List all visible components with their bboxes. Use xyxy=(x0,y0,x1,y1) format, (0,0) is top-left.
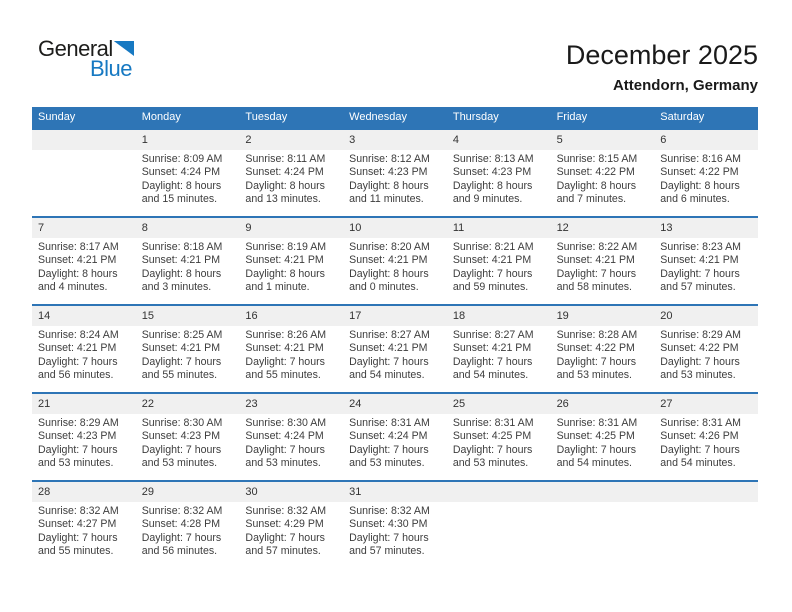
daylight-text-line1: Daylight: 7 hours xyxy=(141,531,222,544)
daylight-text-line1: Daylight: 8 hours xyxy=(141,179,222,192)
day-details xyxy=(343,238,447,295)
sunrise-text: Sunrise: 8:24 AM xyxy=(38,329,119,341)
day-number: 11 xyxy=(452,222,465,234)
daylight-text-line2: and 56 minutes. xyxy=(141,545,218,558)
sunrise-text: Sunrise: 8:30 AM xyxy=(141,417,223,429)
day-cell xyxy=(136,130,240,216)
daylight-text-line2: and 54 minutes. xyxy=(452,369,529,382)
daylight-text-line1: Daylight: 7 hours xyxy=(556,355,637,368)
day-cell xyxy=(654,130,758,216)
day-details xyxy=(447,238,551,295)
day-details xyxy=(239,150,343,207)
day-number: 14 xyxy=(38,310,51,322)
sunset-text: Sunset: 4:23 PM xyxy=(141,430,221,443)
day-cell xyxy=(447,130,551,216)
sunrise-text: Sunrise: 8:09 AM xyxy=(141,153,223,165)
daylight-text-line2: and 0 minutes. xyxy=(349,281,419,294)
daylight-text-line2: and 7 minutes. xyxy=(556,193,627,206)
week-row xyxy=(32,480,758,568)
sunrise-text: Sunrise: 8:26 AM xyxy=(245,329,327,341)
daylight-text-line2: and 53 minutes. xyxy=(556,369,632,382)
sunrise-text: Sunrise: 8:31 AM xyxy=(556,417,638,429)
sunset-text: Sunset: 4:22 PM xyxy=(660,166,739,179)
sunset-text: Sunset: 4:26 PM xyxy=(660,430,739,443)
daylight-text-line1: Daylight: 8 hours xyxy=(38,267,118,280)
daylight-text-line2: and 57 minutes. xyxy=(349,545,425,558)
title-block xyxy=(566,40,758,94)
daylight-text-line2: and 53 minutes. xyxy=(349,457,425,470)
day-cell xyxy=(136,218,240,304)
sunset-text: Sunset: 4:22 PM xyxy=(556,342,635,355)
weekday-header-row xyxy=(32,107,758,128)
daylight-text-line2: and 13 minutes. xyxy=(245,193,321,206)
logo-text-general: General xyxy=(38,36,113,61)
daylight-text-line1: Daylight: 7 hours xyxy=(141,355,222,368)
day-number: 24 xyxy=(349,398,362,410)
day-details xyxy=(32,414,136,471)
daylight-text-line2: and 53 minutes. xyxy=(141,457,218,470)
day-details xyxy=(447,150,551,207)
daylight-text-line2: and 54 minutes. xyxy=(556,457,632,470)
daylight-text-line2: and 6 minutes. xyxy=(660,193,730,206)
daylight-text-line1: Daylight: 7 hours xyxy=(660,267,740,280)
day-details xyxy=(447,414,551,471)
sunrise-text: Sunrise: 8:32 AM xyxy=(38,505,119,517)
sunset-text: Sunset: 4:21 PM xyxy=(245,254,324,267)
day-cell xyxy=(239,130,343,216)
sunset-text: Sunset: 4:21 PM xyxy=(556,254,635,267)
week-row xyxy=(32,128,758,216)
sunrise-text: Sunrise: 8:13 AM xyxy=(452,153,534,165)
day-cell xyxy=(32,306,136,392)
day-number: 21 xyxy=(38,398,51,410)
daylight-text-line1: Daylight: 8 hours xyxy=(245,179,325,192)
day-number: 26 xyxy=(556,398,569,410)
sunset-text: Sunset: 4:22 PM xyxy=(660,342,739,355)
day-details xyxy=(551,150,655,207)
day-details xyxy=(136,326,240,383)
sunrise-text: Sunrise: 8:11 AM xyxy=(245,153,326,165)
day-cell xyxy=(447,394,551,480)
sunset-text: Sunset: 4:24 PM xyxy=(141,166,221,179)
daylight-text-line1: Daylight: 8 hours xyxy=(245,267,325,280)
day-number xyxy=(32,130,136,150)
day-details xyxy=(239,238,343,295)
sunrise-text: Sunrise: 8:17 AM xyxy=(38,241,119,253)
weekday-header-cell: Wednesday xyxy=(349,111,408,123)
day-cell xyxy=(654,306,758,392)
day-cell xyxy=(447,218,551,304)
day-cell xyxy=(32,130,136,216)
sunset-text: Sunset: 4:25 PM xyxy=(452,430,532,443)
weekday-header-cell: Thursday xyxy=(452,111,499,123)
day-cell xyxy=(654,482,758,568)
daylight-text-line2: and 57 minutes. xyxy=(660,281,736,294)
daylight-text-line1: Daylight: 8 hours xyxy=(349,179,429,192)
day-number: 27 xyxy=(660,398,673,410)
day-number: 25 xyxy=(452,398,466,410)
sunrise-text: Sunrise: 8:30 AM xyxy=(245,417,327,429)
daylight-text-line2: and 54 minutes. xyxy=(349,369,425,382)
sunrise-text: Sunrise: 8:27 AM xyxy=(349,329,430,341)
daylight-text-line2: and 58 minutes. xyxy=(556,281,632,294)
day-details xyxy=(551,502,655,505)
day-cell xyxy=(343,306,447,392)
sunset-text: Sunset: 4:21 PM xyxy=(141,342,221,355)
daylight-text-line2: and 4 minutes. xyxy=(38,281,108,294)
daylight-text-line2: and 59 minutes. xyxy=(452,281,529,294)
day-details xyxy=(343,150,447,207)
week-row xyxy=(32,216,758,304)
day-details xyxy=(447,326,551,383)
daylight-text-line2: and 54 minutes. xyxy=(660,457,736,470)
sunset-text: Sunset: 4:24 PM xyxy=(245,166,324,179)
daylight-text-line2: and 9 minutes. xyxy=(452,193,523,206)
day-details xyxy=(654,238,758,295)
day-details xyxy=(136,150,240,207)
day-details xyxy=(32,150,136,153)
day-details xyxy=(32,502,136,559)
day-cell xyxy=(551,218,655,304)
day-details xyxy=(32,238,136,295)
day-cell xyxy=(239,218,343,304)
daylight-text-line1: Daylight: 7 hours xyxy=(660,443,740,456)
sunset-text: Sunset: 4:21 PM xyxy=(141,254,221,267)
weekday-header-cell: Saturday xyxy=(660,111,705,123)
daylight-text-line1: Daylight: 7 hours xyxy=(660,355,740,368)
sunset-text: Sunset: 4:23 PM xyxy=(38,430,117,443)
daylight-text-line2: and 15 minutes. xyxy=(141,193,218,206)
day-cell xyxy=(343,482,447,568)
daylight-text-line1: Daylight: 8 hours xyxy=(349,267,429,280)
sunset-text: Sunset: 4:21 PM xyxy=(452,254,532,267)
sunrise-text: Sunrise: 8:32 AM xyxy=(141,505,223,517)
week-row xyxy=(32,392,758,480)
weekday-header-cell: Sunday xyxy=(38,111,76,123)
sunset-text: Sunset: 4:24 PM xyxy=(349,430,428,443)
sunset-text: Sunset: 4:21 PM xyxy=(245,342,324,355)
sunrise-text: Sunrise: 8:29 AM xyxy=(660,329,741,341)
daylight-text-line2: and 55 minutes. xyxy=(38,545,114,558)
logo-text-blue: Blue xyxy=(89,56,132,81)
daylight-text-line1: Daylight: 7 hours xyxy=(245,531,325,544)
daylight-text-line1: Daylight: 8 hours xyxy=(660,179,740,192)
day-cell xyxy=(32,394,136,480)
daylight-text-line2: and 53 minutes. xyxy=(245,457,321,470)
daylight-text-line1: Daylight: 7 hours xyxy=(349,443,429,456)
day-number xyxy=(654,482,758,502)
day-details xyxy=(654,502,758,505)
day-number: 29 xyxy=(141,486,154,498)
day-cell xyxy=(239,482,343,568)
daylight-text-line1: Daylight: 7 hours xyxy=(452,355,533,368)
sunset-text: Sunset: 4:23 PM xyxy=(452,166,532,179)
sunset-text: Sunset: 4:24 PM xyxy=(245,430,324,443)
day-number: 17 xyxy=(349,310,362,322)
day-details xyxy=(551,238,655,295)
sunrise-text: Sunrise: 8:32 AM xyxy=(245,505,327,517)
sunrise-text: Sunrise: 8:23 AM xyxy=(660,241,741,253)
day-number: 30 xyxy=(245,486,258,498)
day-number: 28 xyxy=(38,486,51,498)
day-details xyxy=(32,326,136,383)
daylight-text-line1: Daylight: 7 hours xyxy=(245,443,325,456)
daylight-text-line2: and 3 minutes. xyxy=(141,281,212,294)
daylight-text-line1: Daylight: 7 hours xyxy=(38,531,118,544)
day-number: 4 xyxy=(452,134,459,146)
daylight-text-line1: Daylight: 7 hours xyxy=(349,355,429,368)
weekday-header-cell: Monday xyxy=(141,111,181,123)
sunset-text: Sunset: 4:28 PM xyxy=(141,518,221,531)
daylight-text-line2: and 11 minutes. xyxy=(349,193,424,206)
day-cell xyxy=(447,306,551,392)
sunrise-text: Sunrise: 8:20 AM xyxy=(349,241,430,253)
day-details xyxy=(343,502,447,559)
day-cell xyxy=(32,218,136,304)
day-cell xyxy=(447,482,551,568)
day-details xyxy=(239,502,343,559)
day-number: 10 xyxy=(349,222,362,234)
daylight-text-line1: Daylight: 7 hours xyxy=(245,355,325,368)
sunrise-text: Sunrise: 8:21 AM xyxy=(452,241,534,253)
daylight-text-line1: Daylight: 7 hours xyxy=(452,443,533,456)
day-cell xyxy=(239,306,343,392)
sunrise-text: Sunrise: 8:19 AM xyxy=(245,241,327,253)
sunrise-text: Sunrise: 8:31 AM xyxy=(660,417,741,429)
day-number: 23 xyxy=(245,398,258,410)
day-cell xyxy=(136,394,240,480)
sunrise-text: Sunrise: 8:16 AM xyxy=(660,153,741,165)
day-cell xyxy=(551,306,655,392)
sunset-text: Sunset: 4:21 PM xyxy=(660,254,739,267)
sunset-text: Sunset: 4:22 PM xyxy=(556,166,635,179)
sunset-text: Sunset: 4:21 PM xyxy=(38,342,117,355)
day-details xyxy=(654,326,758,383)
day-cell xyxy=(32,482,136,568)
month-title: December 2025 xyxy=(565,40,758,70)
day-number: 19 xyxy=(556,310,569,322)
day-details xyxy=(136,414,240,471)
day-number: 12 xyxy=(556,222,569,234)
day-details xyxy=(239,414,343,471)
day-cell xyxy=(136,306,240,392)
day-number: 7 xyxy=(38,222,45,234)
daylight-text-line1: Daylight: 7 hours xyxy=(556,443,637,456)
daylight-text-line2: and 57 minutes. xyxy=(245,545,321,558)
day-number xyxy=(447,482,551,502)
sunrise-text: Sunrise: 8:29 AM xyxy=(38,417,119,429)
day-number: 16 xyxy=(245,310,258,322)
daylight-text-line2: and 56 minutes. xyxy=(38,369,114,382)
sunrise-text: Sunrise: 8:31 AM xyxy=(452,417,534,429)
daylight-text-line2: and 55 minutes. xyxy=(141,369,218,382)
day-number: 8 xyxy=(141,222,148,234)
day-details xyxy=(136,502,240,559)
day-details xyxy=(343,414,447,471)
sunrise-text: Sunrise: 8:28 AM xyxy=(556,329,638,341)
day-cell xyxy=(343,130,447,216)
sunset-text: Sunset: 4:25 PM xyxy=(556,430,635,443)
sunset-text: Sunset: 4:21 PM xyxy=(452,342,532,355)
daylight-text-line2: and 53 minutes. xyxy=(452,457,529,470)
day-cell xyxy=(654,394,758,480)
sunset-text: Sunset: 4:27 PM xyxy=(38,518,117,531)
day-cell xyxy=(136,482,240,568)
daylight-text-line1: Daylight: 8 hours xyxy=(556,179,637,192)
weekday-header-cell: Tuesday xyxy=(245,111,288,123)
sunrise-text: Sunrise: 8:31 AM xyxy=(349,417,430,429)
general-blue-logo xyxy=(38,38,134,80)
day-number: 9 xyxy=(245,222,252,234)
day-cell xyxy=(551,394,655,480)
page-header xyxy=(32,38,758,94)
day-cell xyxy=(343,394,447,480)
daylight-text-line2: and 55 minutes. xyxy=(245,369,321,382)
day-number: 5 xyxy=(556,134,563,146)
day-cell xyxy=(343,218,447,304)
sunrise-text: Sunrise: 8:15 AM xyxy=(556,153,638,165)
sunrise-text: Sunrise: 8:25 AM xyxy=(141,329,223,341)
calendar-body xyxy=(32,128,758,568)
sunset-text: Sunset: 4:29 PM xyxy=(245,518,324,531)
day-number: 18 xyxy=(452,310,466,322)
day-number: 22 xyxy=(141,398,154,410)
daylight-text-line1: Daylight: 8 hours xyxy=(452,179,533,192)
daylight-text-line1: Daylight: 7 hours xyxy=(556,267,637,280)
day-cell xyxy=(654,218,758,304)
day-details xyxy=(654,150,758,207)
day-number xyxy=(551,482,655,502)
day-details xyxy=(551,326,655,383)
day-number: 6 xyxy=(660,134,667,146)
day-number: 20 xyxy=(660,310,673,322)
day-cell xyxy=(239,394,343,480)
daylight-text-line1: Daylight: 7 hours xyxy=(38,355,118,368)
calendar-table xyxy=(32,107,758,568)
week-row xyxy=(32,304,758,392)
sunrise-text: Sunrise: 8:32 AM xyxy=(349,505,430,517)
daylight-text-line2: and 1 minute. xyxy=(245,281,310,294)
weekday-header-cell: Friday xyxy=(556,111,588,123)
daylight-text-line2: and 53 minutes. xyxy=(38,457,114,470)
daylight-text-line1: Daylight: 7 hours xyxy=(452,267,533,280)
day-details xyxy=(654,414,758,471)
sunset-text: Sunset: 4:21 PM xyxy=(38,254,117,267)
sunrise-text: Sunrise: 8:12 AM xyxy=(349,153,430,165)
sunrise-text: Sunrise: 8:27 AM xyxy=(452,329,534,341)
day-details xyxy=(136,238,240,295)
sunset-text: Sunset: 4:21 PM xyxy=(349,254,428,267)
logo-triangle-icon xyxy=(114,41,134,56)
location-subtitle: Attendorn, Germany xyxy=(612,77,758,94)
day-cell xyxy=(551,482,655,568)
sunrise-text: Sunrise: 8:18 AM xyxy=(141,241,223,253)
day-details xyxy=(447,502,551,505)
daylight-text-line1: Daylight: 7 hours xyxy=(141,443,222,456)
day-number: 31 xyxy=(349,486,362,498)
daylight-text-line1: Daylight: 8 hours xyxy=(141,267,222,280)
day-details xyxy=(343,326,447,383)
sunset-text: Sunset: 4:21 PM xyxy=(349,342,428,355)
day-number: 15 xyxy=(141,310,154,322)
day-details xyxy=(239,326,343,383)
sunrise-text: Sunrise: 8:22 AM xyxy=(556,241,638,253)
day-details xyxy=(551,414,655,471)
daylight-text-line1: Daylight: 7 hours xyxy=(349,531,429,544)
day-number: 1 xyxy=(141,134,148,146)
day-number: 2 xyxy=(245,134,252,146)
daylight-text-line2: and 53 minutes. xyxy=(660,369,736,382)
daylight-text-line1: Daylight: 7 hours xyxy=(38,443,118,456)
day-cell xyxy=(551,130,655,216)
sunset-text: Sunset: 4:23 PM xyxy=(349,166,428,179)
day-number: 13 xyxy=(660,222,673,234)
day-number: 3 xyxy=(349,134,356,146)
sunset-text: Sunset: 4:30 PM xyxy=(349,518,428,531)
